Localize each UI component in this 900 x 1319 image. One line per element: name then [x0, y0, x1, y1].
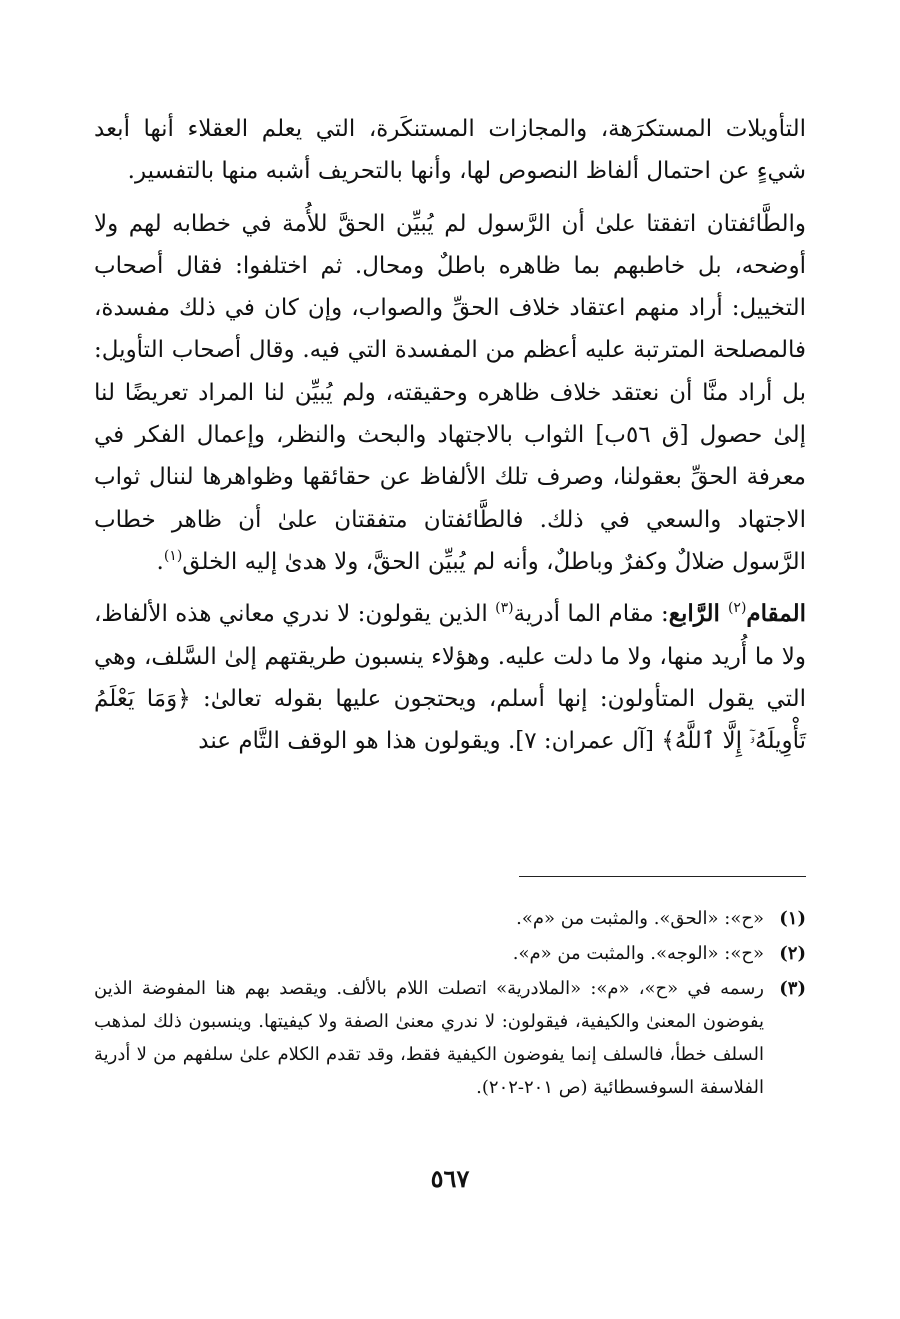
paragraph-2-end: . — [156, 548, 164, 575]
footnote-text: «ح»: «الحق». والمثبت من «م». — [516, 908, 764, 929]
paragraph-2 — [94, 203, 806, 584]
page-body — [94, 108, 806, 762]
section-heading-word: المقام — [746, 600, 806, 628]
footnote-1 — [94, 902, 806, 935]
footnotes-section — [94, 902, 806, 1106]
footnote-3 — [94, 972, 806, 1104]
footnote-text: رسمه في «ح»، «م»: «الملادرية» اتصلت اللام بالألف. ويقصد بهم هنا المفوضة الذين يفوضون المعنىٰ والكيفية، فيقولون: لا ندري معنىٰ الصفة ولا كيفيتها. وينسبون ذلك لمذهب السلف خطأ، فالسلف إنما يفوضون الكيفية فقط، وقد تقدم الكلام علىٰ سلفهم من لا أدرية الفلاسفة السوفسطائية (ص ٢٠١-٢٠٢). — [94, 978, 764, 1098]
footnote-number: (٢) — [779, 943, 806, 964]
footnote-ref-3[interactable]: (٣) — [495, 600, 514, 617]
paragraph-3-text-a: : مقام الما أدرية — [513, 601, 669, 628]
footnote-2 — [94, 937, 806, 970]
footnote-number: (٣) — [779, 978, 806, 999]
footnote-text: «ح»: «الوجه». والمثبت من «م». — [512, 943, 764, 964]
footnote-divider — [519, 876, 806, 877]
paragraph-1 — [94, 108, 806, 193]
paragraph-1-text: التأويلات المستكرَهة، والمجازات المستنكَرة، التي يعلم العقلاء أنها أبعد شيءٍ عن احتمال ألفاظ النصوص لها، وأنها بالتحريف أشبه منها بالتفسير. — [94, 116, 806, 185]
paragraph-3-text-b: الذين يقولون: لا ندري معاني هذه الألفاظ، ولا ما أُريد منها، ولا ما دلت عليه. وهؤلاء ينسبون طريقتهم إلىٰ السَّلف، وهي التي يقول المتأولون: إنها أسلم، ويحتجون عليها بقوله تعالىٰ: ﴿وَمَا يَعْلَمُ تَأْوِيلَهُۥٓ إِلَّا ٱللَّهُ﴾ [آل عمران: ٧]. ويقولون هذا هو الوقف التَّام عند — [94, 601, 806, 755]
footnote-ref-2[interactable]: (٢) — [727, 600, 747, 617]
paragraph-3 — [94, 593, 806, 762]
paragraph-2-text: والطَّائفتان اتفقتا علىٰ أن الرَّسول لم يُبيِّن الحقَّ للأُمة في خطابه لهم ولا أوضحه، بل خاطبهم بما ظاهره باطلٌ ومحال. ثم اختلفوا: فقال أصحاب التخييل: أراد منهم اعتقاد خلاف الحقِّ والصواب، وإن كان في ذلك مفسدة، فالمصلحة المترتبة عليه أعظم من المفسدة التي فيه. وقال أصحاب التأويل: بل أراد منَّا أن نعتقد خلاف ظاهره وحقيقته، ولم يُبيِّن لنا المراد تعريضًا لنا إلىٰ حصول [ق ٥٦ب] الثواب بالاجتهاد والبحث والنظر، وإعمال الفكر في معرفة الحقِّ بعقولنا، وصرف تلك الألفاظ عن حقائقها وظواهرها لننال ثواب الاجتهاد والسعي في ذلك. فالطَّائفتان متفقتان علىٰ أن ظاهر خطاب الرَّسول ضلالٌ وكفرٌ وباطلٌ، وأنه لم يُبيِّن الحقَّ، ولا هدىٰ إليه الخلق — [94, 210, 807, 575]
section-heading-ordinal: الرَّابع — [668, 600, 728, 628]
footnote-ref-1[interactable]: (١) — [163, 547, 183, 564]
footnote-number: (١) — [779, 908, 806, 929]
page-number: ٥٦٧ — [430, 1164, 470, 1193]
